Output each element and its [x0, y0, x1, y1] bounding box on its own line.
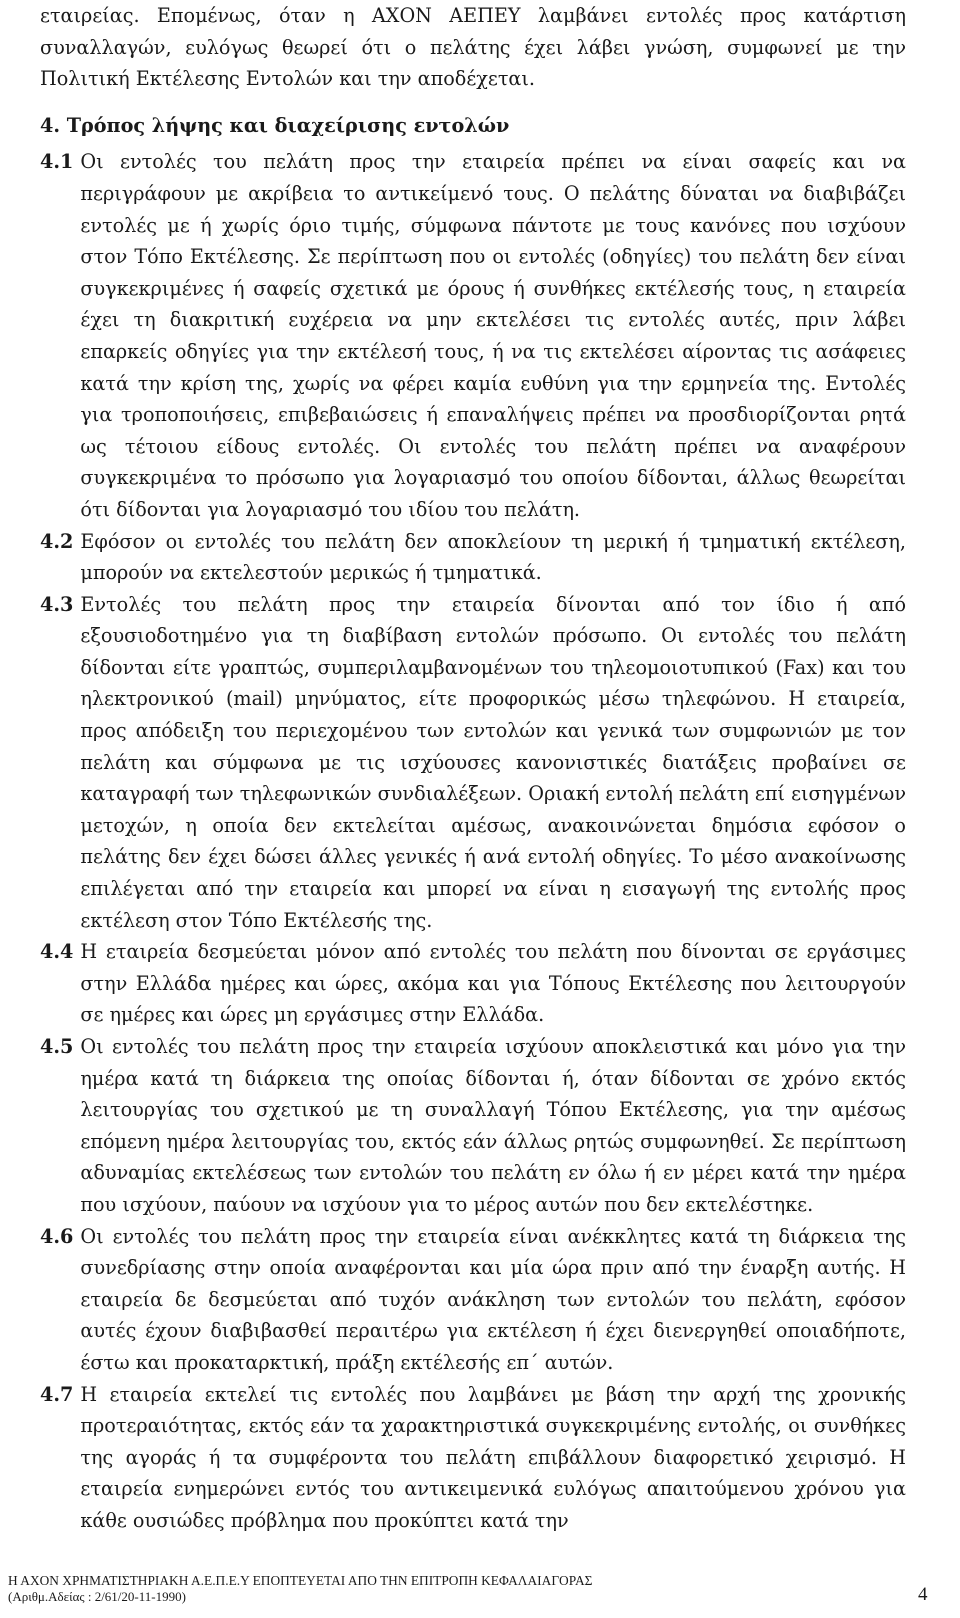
clause-4-6 — [40, 1221, 906, 1379]
clause-4-4 — [40, 936, 906, 1031]
clause-text: Οι εντολές του πελάτη προς την εταιρεία είναι ανέκκλητες κατά τη διάρκεια της συνεδρίασης στην οποία αναφέρονται και μία ώρα πριν από την έναρξη αυτής. Η εταιρεία δε δεσμεύεται από τυχόν ανάκληση των εντολών του πελάτη, εφόσον αυτές έχουν διαβιβασθεί περαιτέρω για εκτέλεση ή έχει διενεργηθεί οποιαδήποτε, έστω και προκαταρκτική, πράξη εκτέλεσής επ΄ αυτών. — [80, 1224, 906, 1374]
clause-text: Η εταιρεία δεσμεύεται μόνον από εντολές του πελάτη που δίνονται σε εργάσιμες στην Ελλάδα ημέρες και ώρες, ακόμα και για Τόπους Εκτέλεσης που λειτουργούν σε ημέρες και ώρες μη εργάσιμες στην Ελλάδα. — [80, 940, 906, 1027]
clause-number: 4.1 — [40, 150, 74, 174]
clause-number: 4.6 — [40, 1224, 74, 1248]
intro-paragraph: εταιρείας. Επομένως, όταν η ΑΧΟΝ ΑΕΠΕΥ λαμβάνει εντολές προς κατάρτιση συναλλαγών, ευλόγως θεωρεί ότι ο πελάτης έχει λάβει γνώση, συμφωνεί με την Πολιτική Εκτέλεσης Εντολών και την αποδέχεται. — [40, 4, 906, 91]
clause-text: Οι εντολές του πελάτη προς την εταιρεία πρέπει να είναι σαφείς και να περιγράφουν με ακρίβεια το αντικείμενό τους. Ο πελάτης δύναται να διαβιβάζει εντολές με ή χωρίς όριο τιμής, σύμφωνα πάντοτε με τους κανόνες που ισχύουν στον Τόπο Εκτέλεσης. Σε περίπτωση που οι εντολές (οδηγίες) του πελάτη δεν είναι συγκεκριμένες ή σαφείς σχετικά με όρους ή συνθήκες εκτέλεσής τους, η εταιρεία έχει τη διακριτική ευχέρεια να μην εκτελέσει τις εντολές αυτές, πριν λάβει επαρκείς οδηγίες για την εκτέλεσή τους, ή να τις εκτελέσει αίροντας τις ασάφειες κατά την κρίση της, χωρίς να φέρει καμία ευθύνη για την ερμηνεία της. Εντολές για τροποποιήσεις, επιβεβαιώσεις ή επαναλήψεις πρέπει να προσδιορίζονται ρητά ως τέτοιου είδους εντολές. Οι εντολές του πελάτη πρέπει να αναφέρουν συγκεκριμένα το πρόσωπο για λογαριασμό του οποίου δίδονται, άλλως θεωρείται ότι δίδονται για λογαριασμό του ιδίου του πελάτη. — [80, 150, 906, 521]
clause-text: Εντολές του πελάτη προς την εταιρεία δίνονται από τον ίδιο ή από εξουσιοδοτημένο για τη διαβίβαση εντολών πρόσωπο. Οι εντολές του πελάτη δίδονται είτε γραπτώς, συμπεριλαμβανομένων του τηλεομοιοτυπικού (Fax) και του ηλεκτρονικού (mail) μηνύματος, είτε προφορικώς μέσω τηλεφώνου. Η εταιρεία, προς απόδειξη του περιεχομένου των εντολών και γενικά των συμφωνιών με τον πελάτη και σύμφωνα με τις ισχύουσες κανονιστικές διατάξεις προβαίνει σε καταγραφή των τηλεφωνικών συνδιαλέξεων. Οριακή εντολή πελάτη επί εισηγμένων μετοχών, η οποία δεν εκτελείται αμέσως, ανακοινώνεται δημόσια εφόσον ο πελάτης δεν έχει δώσει άλλες γενικές ή ανά εντολή οδηγίες. Το μέσο ανακοίνωσης επιλέγεται από την εταιρεία και μπορεί να είναι η εισαγωγή της εντολής προς εκτέλεση στον Τόπο Εκτέλεσής της. — [80, 592, 906, 932]
clause-number: 4.7 — [40, 1382, 74, 1406]
page-footer — [8, 1573, 908, 1605]
clause-4-5 — [40, 1031, 906, 1221]
footer-regulator-line: Η ΑΧΟΝ ΧΡΗΜΑΤΙΣΤΗΡΙΑΚΗ Α.Ε.Π.Ε.Υ ΕΠΟΠΤΕΥΕΤΑΙ ΑΠΟ ΤΗΝ ΕΠΙΤΡΟΠΗ ΚΕΦΑΛΑΙΑΓΟΡΑΣ — [8, 1573, 593, 1588]
document-page — [40, 0, 906, 1537]
clause-number: 4.2 — [40, 529, 74, 553]
clause-text: Η εταιρεία εκτελεί τις εντολές που λαμβάνει με βάση την αρχή της χρονικής προτεραιότητας, εκτός εάν τα χαρακτηριστικά συγκεκριμένης εντολής, οι συνθήκες της αγοράς ή τα συμφέροντα του πελάτη επιβάλλουν διαφορετικό χειρισμό. Η εταιρεία ενημερώνει εντός του αντικειμενικά ευλόγως απαιτούμενου χρόνου για κάθε ουσιώδες πρόβλημα που προκύπτει κατά την — [80, 1382, 906, 1532]
clause-number: 4.5 — [40, 1035, 74, 1058]
clause-4-3 — [40, 589, 906, 937]
clause-4-7 — [40, 1379, 906, 1537]
clause-4-2 — [40, 526, 906, 589]
footer-license-line: (Αριθμ.Αδείας : 2/61/20-11-1990) — [8, 1589, 186, 1604]
section-heading: 4. Τρόπος λήψης και διαχείρισης εντολών — [40, 113, 510, 137]
clause-text: Οι εντολές του πελάτη προς την εταιρεία ισχύουν αποκλειστικά και μόνο για την ημέρα κατά τη διάρκεια της οποίας δίδονται ή, όταν δίδονται σε χρόνο εκτός λειτουργίας του σχετικού με τη συναλλαγή Τόπου Εκτέλεσης, για την αμέσως επόμενη ημέρα λειτουργίας του, εκτός εάν άλλως ρητώς συμφωνηθεί. Σε περίπτωση αδυναμίας εκτελέσεως των εντολών του πελάτη εν όλω ή εν μέρει κατά την ημέρα που ισχύουν, παύουν να ισχύουν για το μέρος αυτών που δεν εκτελέστηκε. — [80, 1035, 906, 1216]
page-number: 4 — [918, 1584, 928, 1605]
clause-text: Εφόσον οι εντολές του πελάτη δεν αποκλείουν τη μερική ή τμηματική εκτέλεση, μπορούν να εκτελεστούν μερικώς ή τμηματικά. — [80, 529, 906, 585]
clause-number: 4.4 — [40, 940, 74, 964]
clause-4-1 — [40, 146, 906, 525]
clause-number: 4.3 — [40, 592, 74, 616]
